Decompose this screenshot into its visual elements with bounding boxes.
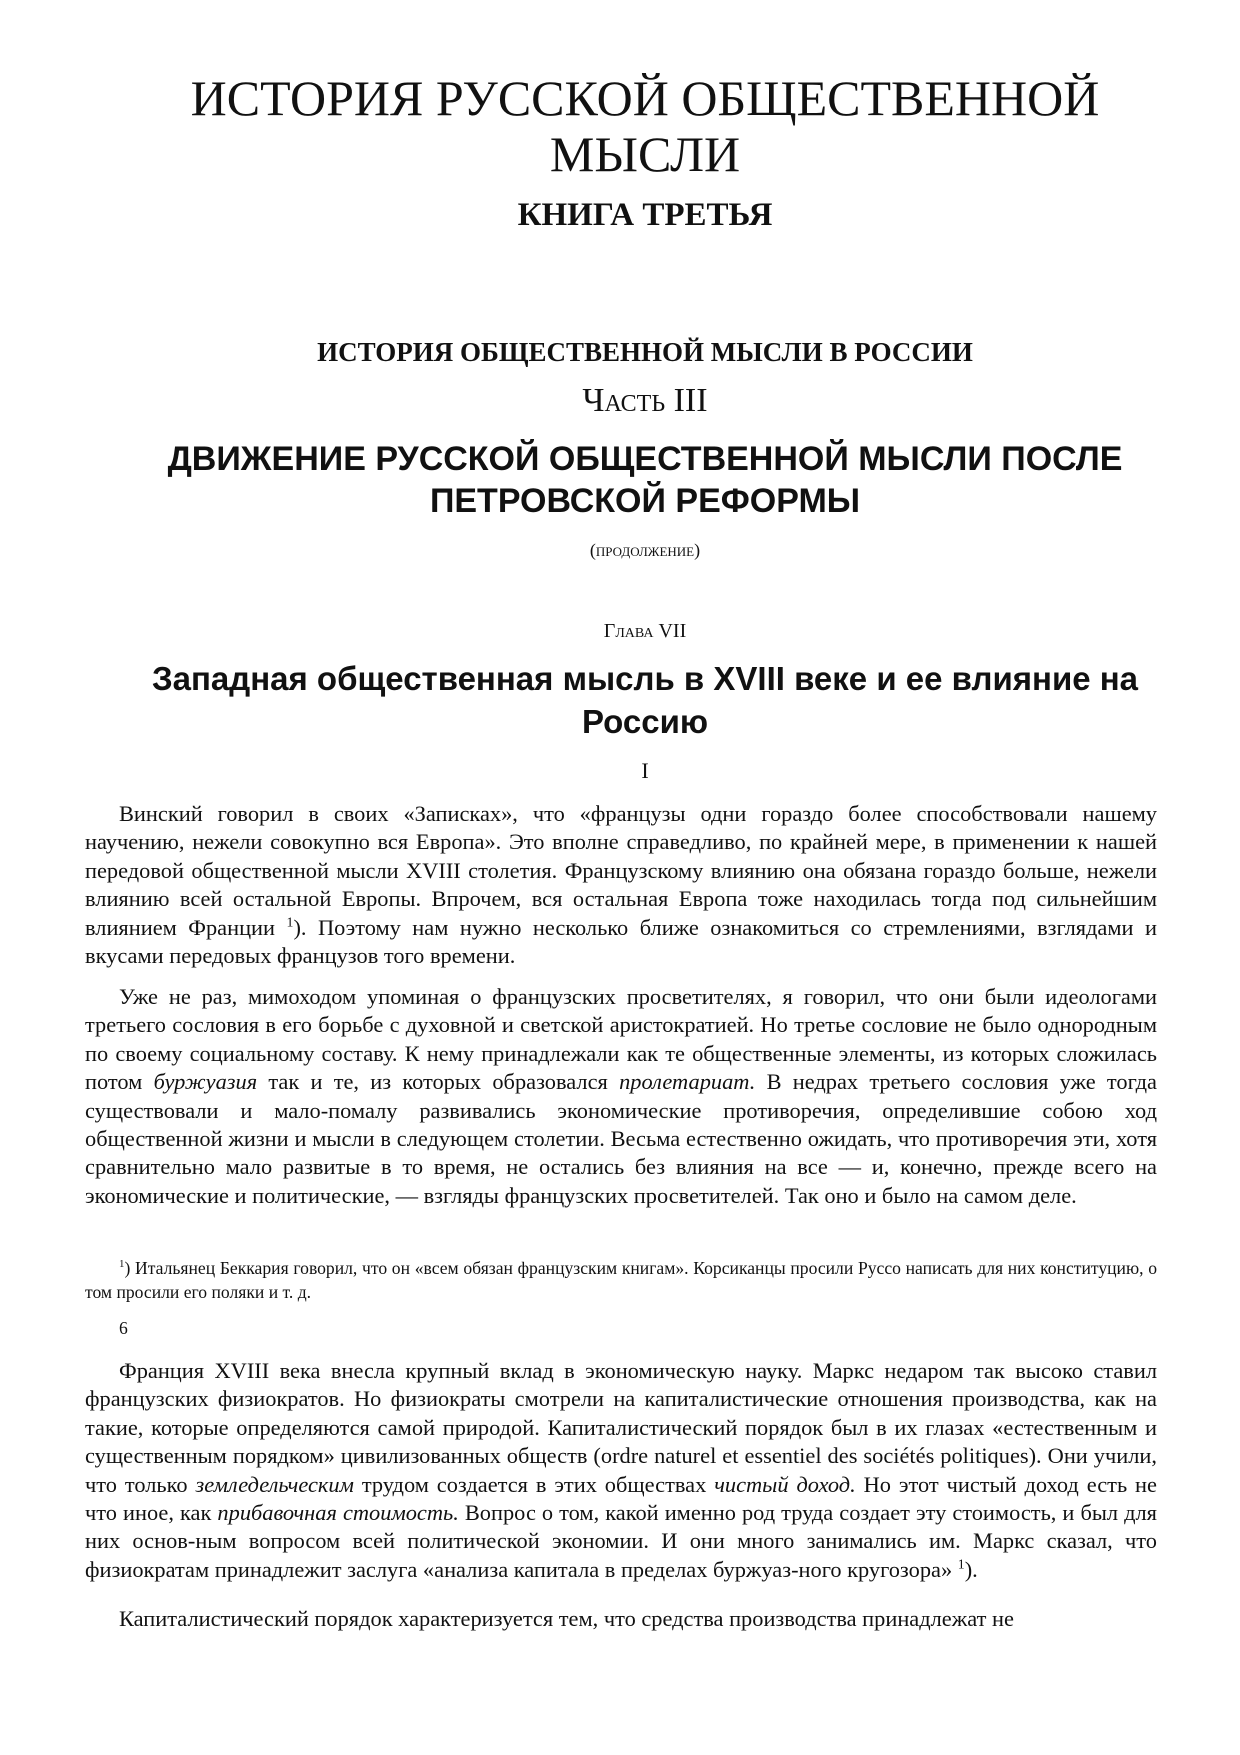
italic-term: пролетариат.: [619, 1069, 756, 1095]
part-heading: ДВИЖЕНИЕ РУССКОЙ ОБЩЕСТВЕННОЙ МЫСЛИ ПОСЛЕ ПЕТРОВСКОЙ РЕФОРМЫ: [167, 440, 1123, 520]
paragraph-text: Вопрос о том, какой именно род труда создает эту стоимость, и был для них основ-ным вопросом всей политической экономии. И они много занимались им. Маркс сказал, что физиократам принадлежит заслуга «анализа капитала в пределах буржуаз-ного кругозора»: [85, 1500, 1157, 1582]
paragraph-text: трудом создается в этих обществах: [353, 1471, 715, 1497]
paragraph-text: В недрах третьего сословия уже тогда существовали и мало-помалу развивались экономические противоречия, определившие собою ход общественной жизни и мысли в следующем столетии. Весьма естественно ожидать, что противоречия эти, хотя сравнительно мало развитые в то время, не остались без влияния на все — и, конечно, прежде всего на экономические и политические, — взгляды французских просветителей. Так оно и было на самом деле.: [85, 1069, 1157, 1208]
footnote-reference[interactable]: 1: [286, 915, 294, 931]
part-label: Часть III: [582, 382, 708, 419]
chapter-title: Западная общественная мысль в XVIII веке и ее влияние на Россию: [151, 660, 1139, 740]
italic-term: буржуазия: [153, 1069, 258, 1095]
paragraph-text: Винский говорил в своих «Записках», что «французы одни гораздо более способствовали нашему научению, нежели совокупно вся Европа». Это вполне справедливо, по крайней мере, в применении к нашей передовой общественной мысли XVIII столетия. Французскому влиянию она обязана гораздо больше, нежели влиянию всей остальной Европы. Впрочем, вся остальная Европа тоже находилась тогда под сильнейшим влиянием Франции: [85, 801, 1157, 940]
footnote-reference[interactable]: 1: [957, 1557, 965, 1573]
paragraph: [85, 1605, 1157, 1633]
italic-term: чистый доход.: [714, 1471, 856, 1497]
continuation-note: (продолжение): [589, 540, 701, 560]
footnote: [85, 1256, 1157, 1304]
paragraph-text: ).: [964, 1556, 978, 1582]
italic-term: прибавочная стоимость.: [217, 1500, 459, 1526]
section-number: I: [641, 758, 649, 783]
paragraph: [85, 983, 1157, 1210]
paragraph-text: Но этот чистый доход есть не что иное, как: [85, 1471, 1157, 1526]
paragraph: [85, 1357, 1157, 1584]
footnote-text: ) Итальянец Беккария говорил, что он «всем обязан французским книгам». Корсиканцы просили Руссо написать для них конституцию, о том просили его поляки и т. д.: [85, 1258, 1157, 1302]
chapter-label: Глава VII: [603, 620, 687, 642]
paragraph-text: так и те, из которых образовался: [257, 1069, 620, 1095]
paragraph-text: Франция XVIII века внесла крупный вклад в экономическую науку. Маркс недаром так высоко ставил французских физиократов. Но физиократы смотрели на капиталистические отношения производства, как на такие, которые определяются самой природой. Капиталистический порядок был в их глазах «естественным и существенным порядком» цивилизованных обществ (ordre naturel et essentiel des sociétés politiques). Они учили, что только: [85, 1358, 1157, 1497]
book-subtitle: КНИГА ТРЕТЬЯ: [517, 197, 773, 233]
section-title: ИСТОРИЯ ОБЩЕСТВЕННОЙ МЫСЛИ В РОССИИ: [317, 337, 973, 367]
footnote-marker: 1: [119, 1258, 125, 1271]
book-title: ИСТОРИЯ РУССКОЙ ОБЩЕСТВЕННОЙ МЫСЛИ: [190, 70, 1100, 182]
italic-term: земледельческим: [195, 1471, 354, 1497]
paragraph-text: ). Поэтому нам нужно несколько ближе ознакомиться со стремлениями, взглядами и вкусами передовых французов того времени.: [85, 914, 1157, 969]
paragraph-text: Капиталистический порядок характеризуется тем, что средства производства принадлежат не: [119, 1606, 1014, 1631]
paragraph: [85, 800, 1157, 970]
page-number: 6: [119, 1318, 128, 1338]
paragraph-text: Уже не раз, мимоходом упоминая о французских просветителях, я говорил, что они были идеологами третьего сословия в его борьбе с духовной и светской аристократией. Но третье сословие не было однородным по своему социальному составу. К нему принадлежали как те общественные элементы, из которых сложилась потом: [85, 984, 1157, 1095]
